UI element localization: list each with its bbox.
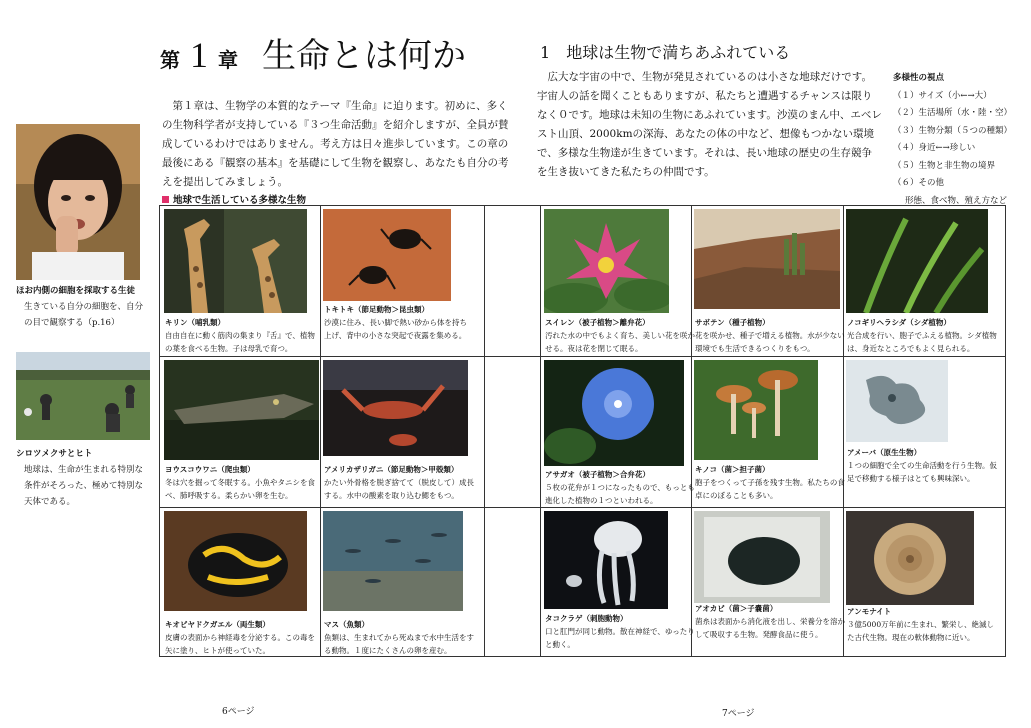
organism-caption-1	[324, 303, 474, 342]
ammonite-photo	[846, 511, 974, 605]
organism-caption-11	[324, 618, 474, 657]
organism-caption-9	[847, 446, 997, 485]
chapter-title	[160, 28, 466, 77]
organism-desc: 光合成を行い、胞子でふえる植物。シダ植物は、身近なところでもよく見られる。	[847, 331, 997, 353]
organism-name: トキトキ（節足動物＞昆虫類）	[324, 305, 429, 314]
organism-caption-7	[545, 468, 695, 507]
student-photo-caption	[16, 283, 148, 331]
grid-line	[484, 205, 485, 657]
organism-name: アサガオ（被子植物＞合弁花）	[545, 470, 650, 479]
grid-line	[159, 507, 1006, 508]
organism-caption-4	[847, 316, 997, 355]
organism-desc: 花を咲かせ、種子で増える植物。水が少ない環境でも生活できるつくりをもつ。	[695, 331, 845, 353]
page-number-left: 6ページ	[222, 707, 255, 717]
grid-line	[691, 205, 692, 657]
clover-photo	[16, 352, 150, 440]
cactus-photo	[694, 209, 840, 309]
section-title	[540, 40, 790, 63]
organism-caption-13	[695, 602, 845, 641]
mushroom-photo	[694, 360, 818, 460]
page-number-right: 7ページ	[722, 709, 755, 719]
diversity-item: （２）生活場所（水・陸・空）	[893, 108, 1013, 118]
grid-heading-text: 地球で生活している多様な生物	[173, 195, 307, 206]
diversity-item: （３）生物分類（５つの種類）	[893, 125, 1013, 136]
organism-caption-2	[545, 316, 695, 355]
beetle-photo	[323, 209, 451, 301]
section-number: 1	[540, 43, 551, 62]
organism-desc: かたい外骨格を脱ぎ捨てて（脱皮して）成長する。水中の酸素を取り込む鰓をもつ。	[324, 478, 474, 500]
caption-body: 生きている自分の細胞を、自分の目で観察する（p.16）	[24, 302, 144, 328]
diversity-item: （１）サイズ（小←→大）	[893, 90, 992, 101]
student-photo	[16, 124, 140, 280]
diversity-extra: 形態、食べ物、殖え方など	[905, 195, 1008, 206]
chapter-name: 生命とは何か	[262, 36, 466, 76]
morning-glory-photo	[544, 360, 684, 466]
organism-caption-14	[847, 605, 997, 644]
organism-name: マス（魚類）	[324, 620, 369, 629]
organism-desc: 菌糸は表面から消化液を出し、栄養分を溶かして吸収する生物。発酵食品に使う。	[695, 617, 845, 639]
organism-desc: 冬は穴を掘って冬眠する。小魚やタニシを食べ、肺呼吸する。柔らかい卵を生む。	[165, 478, 315, 500]
organism-name: キノコ（菌＞担子菌）	[695, 465, 770, 474]
organism-desc: 皮膚の表面から神経毒を分泌する。この毒を矢に塗り、ヒトが使っていた。	[165, 633, 315, 655]
waterlily-photo	[544, 209, 669, 313]
amoeba-photo	[846, 360, 948, 442]
blue-mold-photo	[694, 511, 830, 603]
organism-desc: 魚類は、生まれてから死ぬまで水中生活をする動物。１度にたくさんの卵を産む。	[324, 633, 474, 655]
organism-name: アメリカザリガニ（節足動物＞甲殻類）	[324, 465, 459, 474]
diversity-item: （５）生物と非生物の境界	[893, 160, 996, 171]
organism-name: サボテン（種子植物）	[695, 318, 770, 327]
organism-name: キリン（哺乳類）	[165, 318, 225, 327]
chapter-number: 1	[190, 35, 208, 75]
organism-name: タコクラゲ（刺胞動物）	[545, 614, 628, 623]
pink-square-bullet	[162, 196, 169, 203]
grid-line	[540, 205, 541, 657]
clover-photo-caption	[16, 446, 148, 510]
organism-name: アオカビ（菌＞子嚢菌）	[695, 604, 778, 613]
grid-line	[320, 205, 321, 657]
organism-desc: 汚れた水の中でもよく育ち、美しい花を咲かせる。夜は花を閉じて眠る。	[545, 331, 695, 353]
organism-desc: 胞子をつくって子孫を残す生物。私たちの食卓にのぼることも多い。	[695, 478, 845, 500]
alligator-photo	[164, 360, 319, 460]
caption-body: 地球は、生命が生まれる特別な条件がそろった、極めて特別な天体である。	[24, 465, 144, 507]
poison-frog-photo	[164, 511, 307, 611]
diversity-item: （６）その他	[893, 178, 945, 188]
diversity-item: （４）身近←→珍しい	[893, 143, 976, 153]
crayfish-photo	[323, 360, 468, 456]
organism-caption-10	[165, 618, 315, 657]
fern-photo	[846, 209, 988, 313]
grid-line	[843, 205, 844, 657]
organism-name: アメーバ（原生生物）	[847, 448, 922, 457]
intro-paragraph-right: 広大な宇宙の中で、生物が発見されているのは小さな地球だけです。宇宙人の話を聞くこともありますが、私たちと遭遇するチャンスは限りなく０です。地球は未知の生物にあふれています。沙漠のまん中、エベレスト山頂、2000kmの深海、あなたの体の中など、想像もつかない環境で、多様な生物達が生きています。それは、長い地球の歴史の生存競争を生き抜いてきた私たちの仲間です。	[537, 71, 882, 178]
grid-line	[159, 356, 1006, 357]
jellyfish-photo	[544, 511, 668, 609]
chapter-prefix: 第	[160, 48, 180, 72]
giraffe-photo	[164, 209, 307, 313]
organism-desc: 自由自在に動く筋肉の集まり『舌』で、植物の葉を食べる生物。子は母乳で育つ。	[165, 331, 315, 353]
organism-desc: ５枚の花弁が１つになったもので、もっとも進化した植物の１つといわれる。	[545, 483, 695, 505]
caption-heading: シロツメクサとヒト	[16, 449, 93, 459]
grid-heading	[162, 192, 306, 206]
organism-name: キオビヤドクガエル（両生類）	[165, 620, 270, 629]
organism-caption-3	[695, 316, 845, 355]
section-name: 地球は生物で満ちあふれている	[566, 43, 791, 62]
organism-desc: 沙漠に住み、長い脚で熱い砂から体を持ち上げ、背中の小さな突起で夜露を集める。	[324, 318, 467, 340]
diversity-heading: 多様性の視点	[893, 73, 945, 83]
diversity-list	[893, 70, 1023, 210]
organism-desc: 口と肛門が同じ動物。散在神経で、ゆったりと動く。	[545, 627, 695, 649]
caption-heading: ほお内側の細胞を採取する生徒	[16, 286, 136, 296]
organism-name: ヨウスコウワニ（爬虫類）	[165, 465, 255, 474]
chapter-suffix: 章	[218, 48, 238, 72]
organism-desc: ３億5000万年前に生まれ、繁栄し、絶滅した古代生物。現在の軟体動物に近い。	[847, 620, 995, 642]
organism-caption-12	[545, 612, 695, 651]
organism-name: アンモナイト	[847, 607, 892, 616]
organism-caption-0	[165, 316, 315, 355]
organism-desc: １つの細胞で全ての生命活動を行う生物。仮足で移動する様子はとても興味深い。	[847, 461, 997, 483]
organism-caption-6	[324, 463, 474, 502]
trout-photo	[323, 511, 463, 611]
intro-paragraph-left: 第１章は、生物学の本質的なテーマ『生命』に迫ります。初めに、多くの生物科学者が支持している『３つ生命活動』を紹介しますが、全員が賛成しているわけではありません。考え方は日々進歩しています。この章の最後にある『観察の基本』を基礎にして生物を観察し、あなたも自分の考えを提出してみましょう。	[162, 100, 509, 188]
organism-caption-8	[695, 463, 845, 502]
organism-caption-5	[165, 463, 315, 502]
organism-name: ノコギリヘラシダ（シダ植物）	[847, 318, 951, 327]
organism-name: スイレン（被子植物＞離弁花）	[545, 318, 650, 327]
